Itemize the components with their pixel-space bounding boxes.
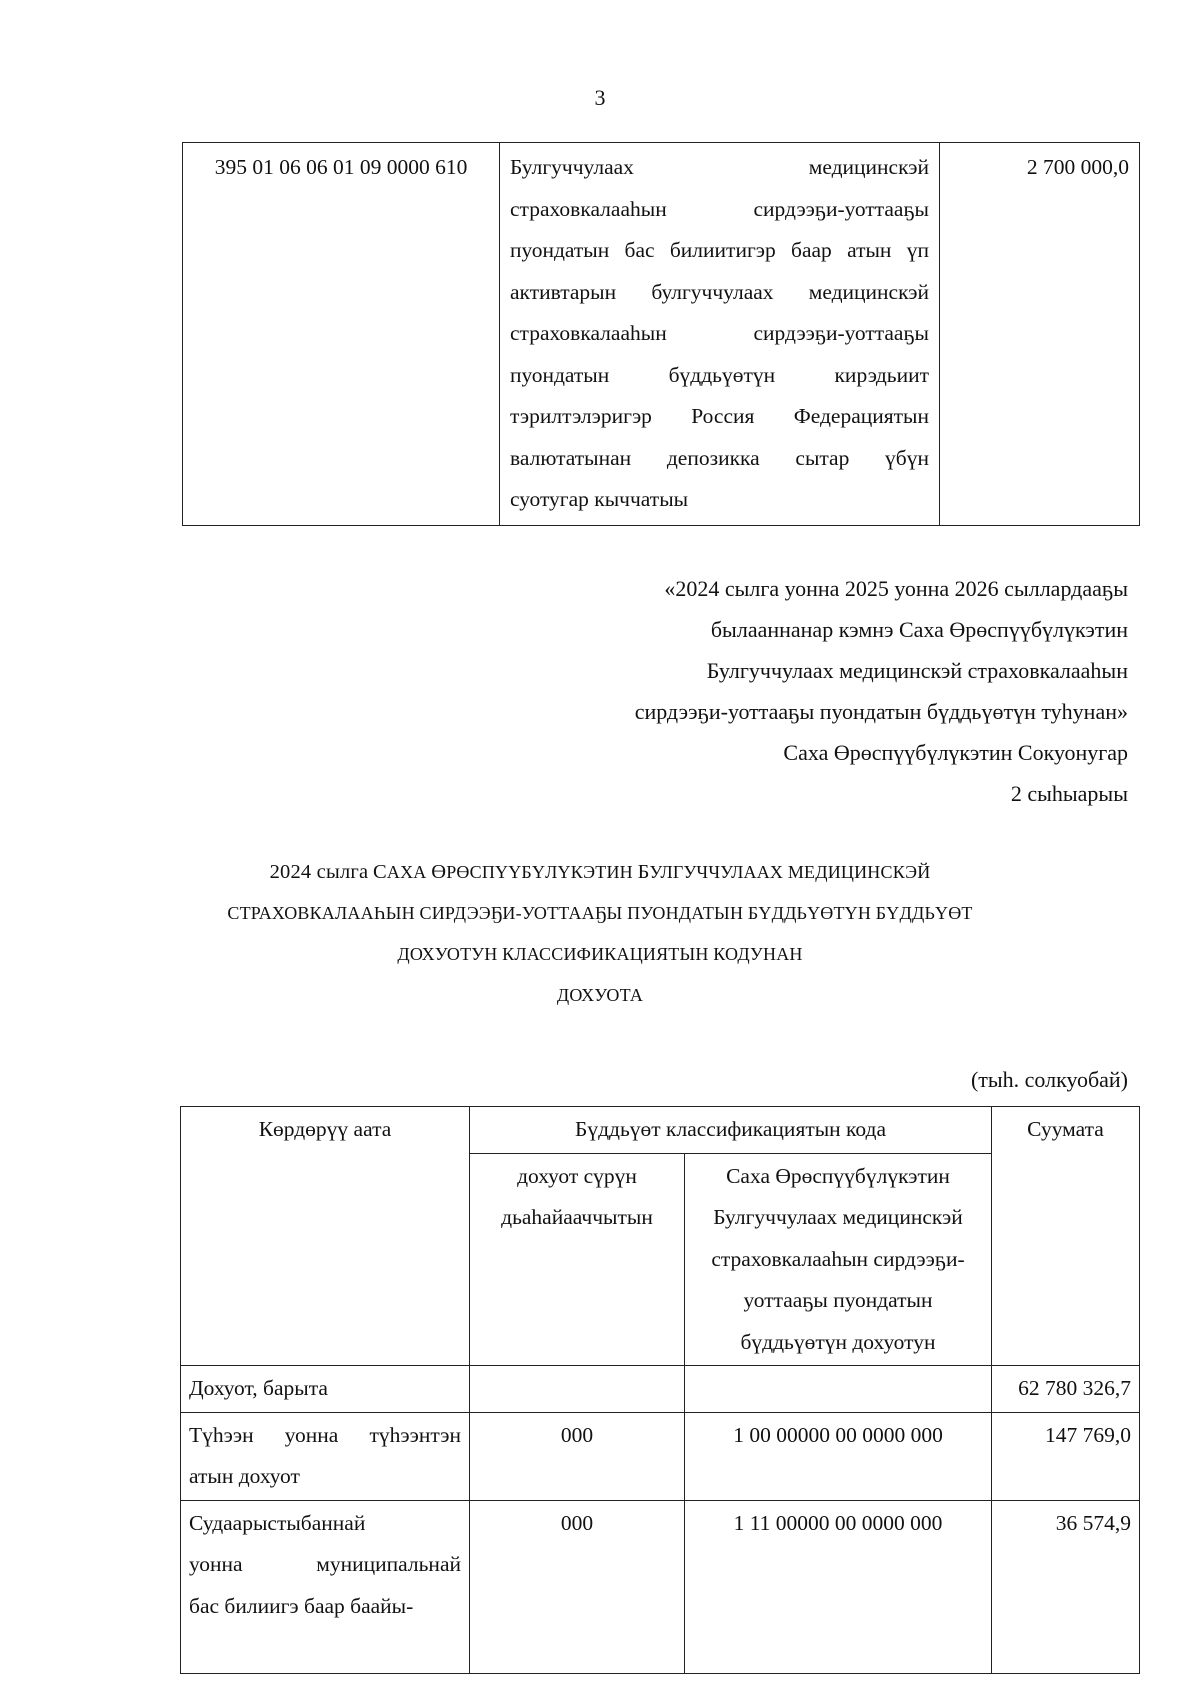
table-row (181, 1366, 1140, 1413)
header-fund-code: Саха Өрөспүүбүлүкэтин Булгуччулаах медицинскэй страховкалааһын сирдээҕи- уоттааҕы пуондатын бүддьүөтүн дохуотун (685, 1153, 992, 1366)
annex-line: «2024 сылга уонна 2025 уонна 2026 сыллардааҕы (664, 576, 1128, 601)
header-classification: Бүддьүөт классификациятын кода (470, 1107, 992, 1154)
row-code (685, 1366, 992, 1413)
row-sum: 62 780 326,7 (992, 1366, 1140, 1413)
header-sum: Суумата (992, 1107, 1140, 1366)
table-row (181, 1500, 1140, 1673)
row-sum: 36 574,9 (992, 1500, 1140, 1673)
description-cell (500, 143, 940, 526)
row-code: 1 00 00000 00 0000 000 (685, 1412, 992, 1500)
document-heading (0, 852, 1200, 1016)
description-line: суотугар кыччатыы (510, 487, 689, 511)
annex-line: Саха Өрөспүүбүлүкэтин Сокуонугар (783, 740, 1128, 765)
annex-line: Булгуччулаах медицинскэй страховкалааһын (706, 658, 1128, 683)
row-name: Түһээн уонна түһээнтэн атын дохуот (181, 1412, 470, 1500)
heading-line-3: ДОХУОТУН КЛАССИФИКАЦИЯТЫН КОДУНАН (397, 944, 803, 964)
row-name: Судаарыстыбаннай уонна муниципальнай бас билиигэ баар баайы- (181, 1500, 470, 1673)
row-code: 1 11 00000 00 0000 000 (685, 1500, 992, 1673)
table-row (181, 1412, 1140, 1500)
table-row (183, 143, 1140, 526)
annex-line: сирдээҕи-уоттааҕы пуондатын бүддьүөтүн туһунан» (634, 699, 1128, 724)
row-name: Дохуот, барыта (181, 1366, 470, 1413)
revenue-table (180, 1106, 1140, 1674)
header-admin: дохуот сүрүн дьаһайааччытын (470, 1153, 685, 1366)
row-admin: 000 (470, 1412, 685, 1500)
annex-line: 2 сыһыарыы (1010, 781, 1128, 806)
page-number: 3 (594, 85, 606, 110)
description-line: тэрилтэлэригэр Россия Федерациятын (510, 404, 929, 428)
budget-source-table-continued (182, 142, 1140, 526)
heading-line-4: ДОХУОТА (556, 985, 644, 1005)
description-line: валютатынан депозикка сытар үбүн (510, 445, 929, 470)
row-sum: 147 769,0 (992, 1412, 1140, 1500)
row-admin (470, 1366, 685, 1413)
annex-reference (635, 568, 1128, 814)
description-line: страховкалааһын сирдээҕи-уоттааҕы (510, 196, 929, 221)
heading-line-2: СТРАХОВКАЛААҺЫН СИРДЭЭҔИ-УОТТААҔЫ ПУОНДАТЫН БҮДДЬҮӨТҮН БҮДДЬҮӨТ (227, 903, 973, 923)
description-line: активтарын булгуччулаах медицинскэй (510, 279, 929, 304)
header-indicator: Көрдөрүү аата (181, 1107, 470, 1366)
heading-line-1: 2024 сылга САХА ӨРӨСПҮҮБҮЛҮКЭТИН БУЛГУЧЧУЛААХ МЕДИЦИНСКЭЙ (269, 861, 931, 883)
annex-line: былааннанар кэмнэ Саха Өрөспүүбүлүкэтин (710, 617, 1128, 642)
table-header-row (181, 1107, 1140, 1154)
budget-code-cell: 395 01 06 06 01 09 0000 610 (183, 143, 500, 526)
unit-label: (тыһ. солкуобай) (970, 1067, 1128, 1092)
description-line: пуондатын бас билиитигэр баар атын үп (510, 238, 929, 262)
row-admin: 000 (470, 1500, 685, 1673)
description-line: Булгуччулаах медицинскэй (510, 155, 929, 179)
description-line: страховкалааһын сирдээҕи-уоттааҕы (510, 321, 929, 345)
sum-cell: 2 700 000,0 (940, 143, 1140, 526)
description-line: пуондатын бүддьүөтүн кирэдьиит (510, 362, 929, 387)
